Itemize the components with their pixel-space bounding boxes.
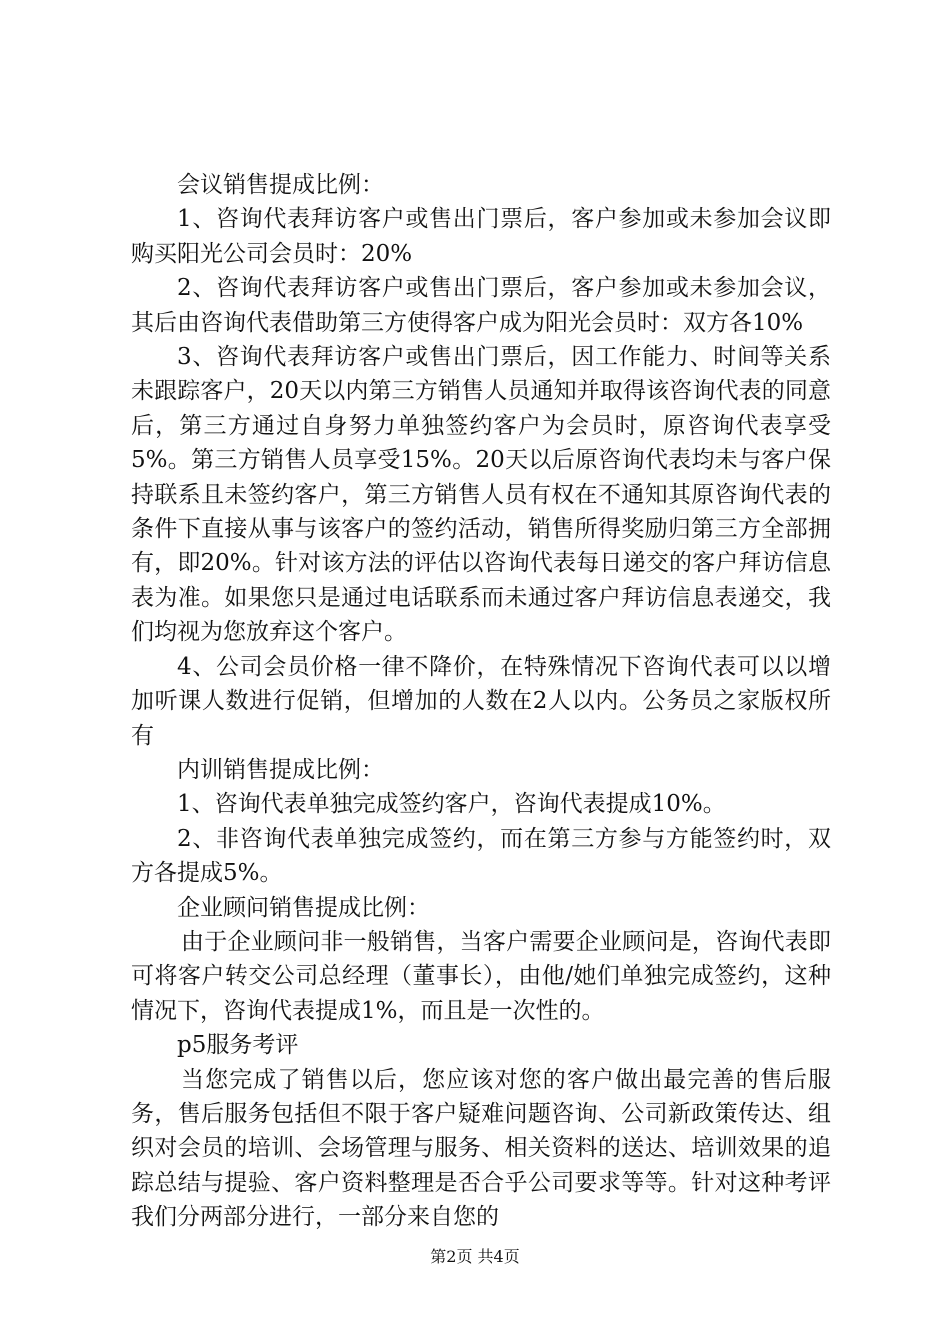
- page-number-footer: 第2页 共4页: [430, 1247, 520, 1266]
- heading-training-sales-commission: 内训销售提成比例：: [177, 756, 384, 783]
- paragraph-meeting-item-3: 3、咨询代表拜访客户或售出门票后，因工作能力、时间等关系未跟踪客户，20天以内第三方销售人员通知并取得该咨询代表的同意后，第三方通过自身努力单独签约客户为会员时，原咨询代表享受5%。第三方销售人员享受15%。20天以后原咨询代表均未与客户保持联系且未签约客户，第三方销售人员有权在不通知其原咨询代表的条件下直接从事与该客户的签约活动，销售所得奖励归第三方全部拥有，即20%。针对该方法的评估以咨询代表每日递交的客户拜访信息表为准。如果您只是通过电话联系而未通过客户拜访信息表递交，我们均视为您放弃这个客户。: [131, 344, 831, 646]
- paragraph-training-item-1: 1、咨询代表单独完成签约客户，咨询代表提成10%。: [177, 791, 726, 818]
- heading-meeting-sales-commission: 会议销售提成比例：: [177, 172, 384, 198]
- document-body: [131, 168, 831, 1235]
- paragraph-consultant-detail: 由于企业顾问非一般销售，当客户需要企业顾问是，咨询代表即可将客户转交公司总经理（董事长），由他/她们单独完成签约，这种情况下，咨询代表提成1%，而且是一次性的。: [131, 928, 831, 1024]
- paragraph-training-item-2: 2、非咨询代表单独完成签约，而在第三方参与方能签约时，双方各提成5%。: [131, 825, 831, 887]
- paragraph-meeting-item-4: 4、公司会员价格一律不降价，在特殊情况下咨询代表可以以增加听课人数进行促销，但增加的人数在2人以内。公务员之家版权所有: [131, 653, 831, 749]
- heading-consultant-sales-commission: 企业顾问销售提成比例：: [177, 894, 430, 921]
- paragraph-meeting-item-1: 1、咨询代表拜访客户或售出门票后，客户参加或未参加会议即购买阳光公司会员时：20%: [131, 206, 831, 267]
- paragraph-service-evaluation: 当您完成了销售以后，您应该对您的客户做出最完善的售后服务，售后服务包括但不限于客户疑难问题咨询、公司新政策传达、组织对会员的培训、会场管理与服务、相关资料的送达、培训效果的追踪总结与提验、客户资料整理是否合乎公司要求等等。针对这种考评我们分两部分进行，一部分来自您的: [131, 1066, 831, 1231]
- heading-service-evaluation: p5服务考评: [177, 1032, 299, 1059]
- paragraph-meeting-item-2: 2、咨询代表拜访客户或售出门票后，客户参加或未参加会议，其后由咨询代表借助第三方使得客户成为阳光会员时：双方各10%: [131, 275, 831, 336]
